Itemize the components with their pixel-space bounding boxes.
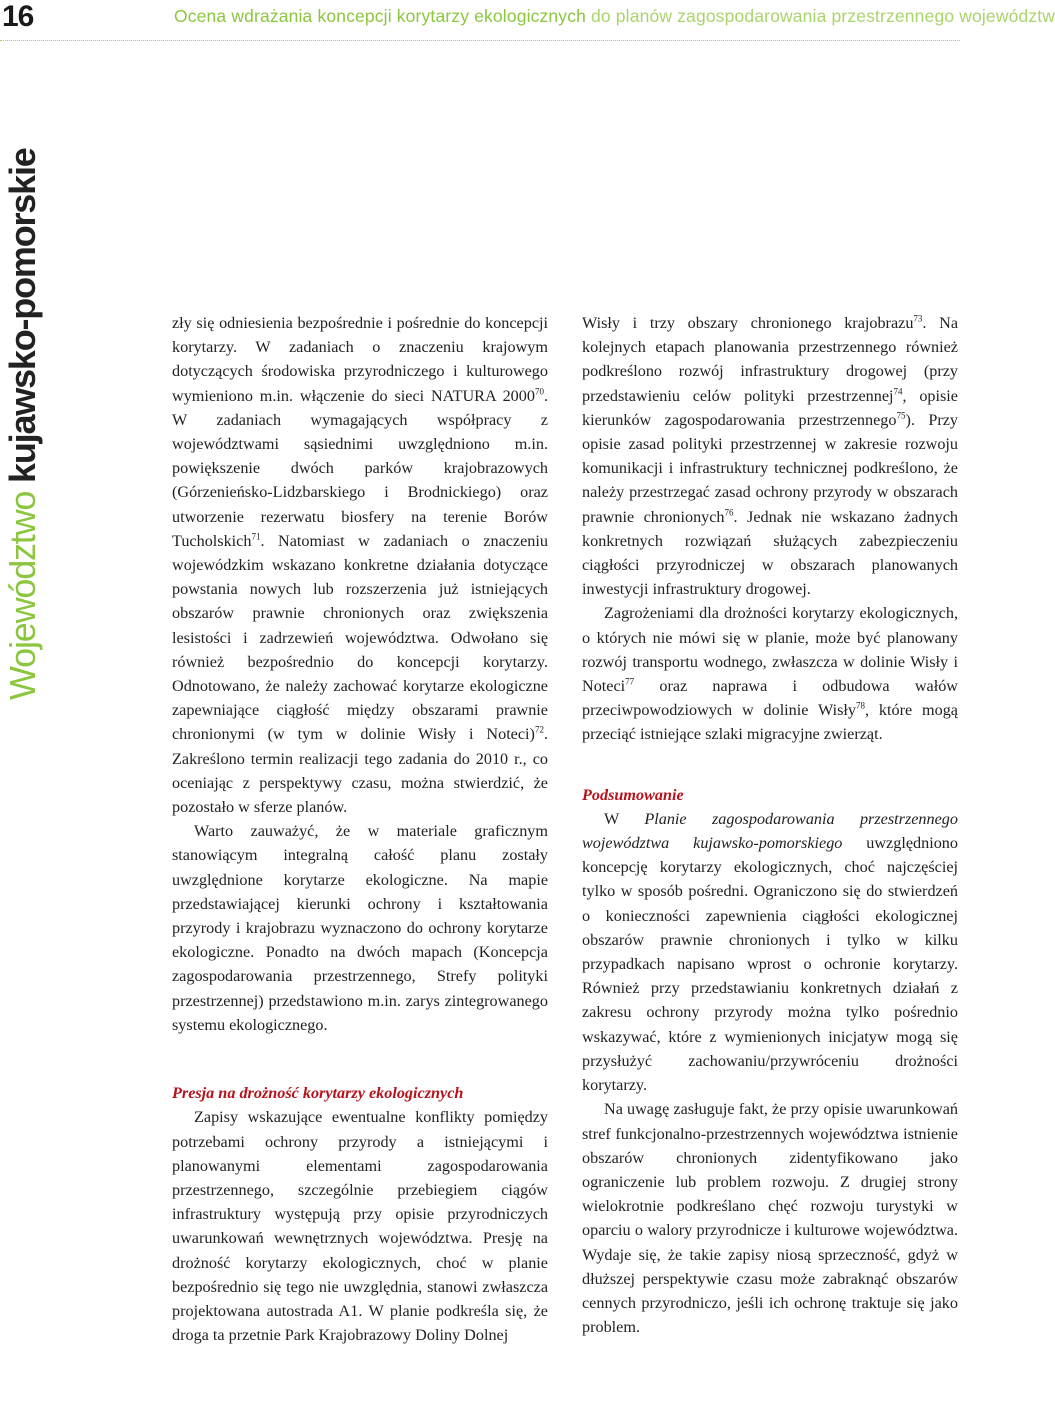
footnote-ref-77: 77 bbox=[625, 676, 635, 687]
footnote-ref-71: 71 bbox=[251, 531, 261, 542]
plan-title-italic: Planie zagospodarowania przestrzennego województwa kujawsko-pomorskiego bbox=[582, 809, 958, 853]
left-paragraph-1: zły się odniesienia bezpośrednie i pośrednie do koncepcji korytarzy. W zadaniach o znaczeniu krajowym dotyczących środowiska przyrodniczego i kulturowego wymieniono m.in. włączenie do sieci NATURA 2000$^{70}$. W zadaniach wymagających współpracy z województwami sąsiednimi uwzględniono m.in. powiększenie dwóch parków krajobrazowych (Górzenieńsko-Lidzbarskiego i Brodnickiego) oraz utworzenie rezerwatu biosfery na terenie Borów Tucholskich$^{71}$. Natomiast w zadaniach o znaczeniu wojewódzkim wskazano konkretne działania dotyczące powstania nowych lub rozszerzenia już istniejących obszarów prawnie chronionych oraz zwiększenia lesistości i zadrzewień województwa. Odwołano się również bezpośrednio do koncepcji korytarzy. Odnotowano, że należy zachować korytarze ekologiczne zapewniające ciągłość między obszarami prawnie chronionymi (w tym w dolinie Wisły i Noteci)$^{72}$. Zakreślono termin realizacji tego zadania do 2010 r., co oceniając z perspektywy czasu, można stwierdzić, że pozostało w sferze planów. bbox=[172, 314, 548, 817]
header-divider bbox=[0, 40, 960, 41]
side-title-region: kujawsko-pomorskie bbox=[2, 148, 43, 483]
running-header-main: Ocena wdrażania koncepcji korytarzy ekologicznych bbox=[174, 6, 586, 26]
right-paragraph-1: Wisły i trzy obszary chronionego krajobrazu$^{73}$. Na kolejnych etapach planowania przestrzennego również podkreślono rozwój infrastruktury drogowej (przy przedstawieniu celów polityki przestrzennej$^{74}$, opisie kierunków zagospodarowania przestrzennego$^{75}$). Przy opisie zasad polityki przestrzennej w zakresie rozwoju komunikacji i infrastruktury technicznej podkreślono, że należy przestrzegać zasad ochrony przyrody w obszarach prawnie chronionych$^{76}$. Jednak nie wskazano żadnych konkretnych rozwiązań służących zabezpieczeniu ciągłości przyrodniczej w obszarach planowanych inwestycji infrastruktury drogowej. bbox=[582, 313, 958, 599]
footnote-ref-70: 70 bbox=[534, 386, 544, 397]
section-heading-podsumowanie: Podsumowanie bbox=[582, 785, 684, 804]
running-header-title bbox=[174, 6, 1055, 27]
footnote-ref-74: 74 bbox=[893, 386, 903, 397]
right-paragraph-2: Zagrożeniami dla drożności korytarzy ekologicznych, o których nie mówi się w planie, może być planowany rozwój transportu wodnego, zwłaszcza w dolinie Wisły i Noteci$^{77}$ oraz naprawa i odbudowa wałów przeciwpowodziowych w dolinie Wisły$^{78}$, które mogą przeciąć istniejące szlaki migracyjne zwierząt. bbox=[582, 604, 958, 744]
running-header-rest: do planów zagospodarowania przestrzennego województw bbox=[586, 6, 1055, 26]
right-text-column bbox=[582, 311, 958, 1339]
footnote-ref-72: 72 bbox=[534, 725, 544, 736]
left-text-column bbox=[172, 311, 548, 1347]
footnote-ref-78: 78 bbox=[856, 700, 866, 711]
right-paragraph-4: Na uwagę zasługuje fakt, że przy opisie uwarunkowań stref funkcjonalno-przestrzennych województwa istnienie obszarów chronionych zidentyfikowano jako ograniczenie lub problem rozwoju. Z drugiej strony wielokrotnie podkreślano chęć rozwoju turystyki w oparciu o walory przyrodnicze i kulturowe województwa. Wydaje się, że takie zapisy niosą sprzeczność, gdyż w dłuższej perspektywie czasu może zabraknąć obszarów cennych przyrodniczo, jeśli ich ochronę traktuje się jako problem. bbox=[582, 1100, 958, 1337]
side-section-title bbox=[2, 148, 44, 700]
section-heading-presja: Presja na drożność korytarzy ekologicznych bbox=[172, 1084, 464, 1103]
page-number: 16 bbox=[2, 0, 34, 33]
left-paragraph-2: Warto zauważyć, że w materiale graficznym stanowiącym integralną całość planu zostały uwzględnione korytarze ekologiczne. Na mapie przedstawiającej kierunki ochrony i kształtowania przyrody i krajobrazu wyznaczono do ochrony korytarze ekologiczne. Ponadto na dwóch mapach (Koncepcja zagospodarowania przestrzennego, Strefy polityki przestrzennej) przedstawiono m.in. zarys zintegrowanego systemu ekologicznego. bbox=[172, 822, 548, 1034]
right-paragraph-3: W Planie zagospodarowania przestrzennego województwa kujawsko-pomorskiego uwzględniono koncepcję korytarzy ekologicznych, choć najczęściej tylko w sposób pośredni. Ograniczono się do stwierdzeń o konieczności zapewnienia ciągłości ekologicznej obszarów prawnie chronionych i tylko w kilku przypadkach napisano wprost o ochronie korytarzy. Również przy przedstawianiu konkretnych działań z zakresu ochrony przyrody można tylko pośrednio wskazywać, które z wymienionych inicjatyw mogą się przysłużyć zachowaniu/przywróceniu drożności korytarzy. bbox=[582, 809, 958, 1095]
side-title-prefix: Województwo bbox=[2, 482, 43, 700]
footnote-ref-76: 76 bbox=[724, 507, 734, 518]
footnote-ref-73: 73 bbox=[913, 313, 923, 324]
left-paragraph-3: Zapisy wskazujące ewentualne konflikty pomiędzy potrzebami ochrony przyrody a istniejącymi i planowanymi elementami zagospodarowania przestrzennego, szczególnie przebiegiem ciągów infrastruktury występują przy opisie przyrodniczych uwarunkowań wewnętrznych województwa. Presję na drożność korytarzy ekologicznych, choć w planie bezpośrednio się tego nie uwzględnia, stanowi zwłaszcza projektowana autostrada A1. W planie podkreśla się, że droga ta przetnie Park Krajobrazowy Doliny Dolnej bbox=[172, 1108, 548, 1345]
footnote-ref-75: 75 bbox=[896, 410, 906, 421]
